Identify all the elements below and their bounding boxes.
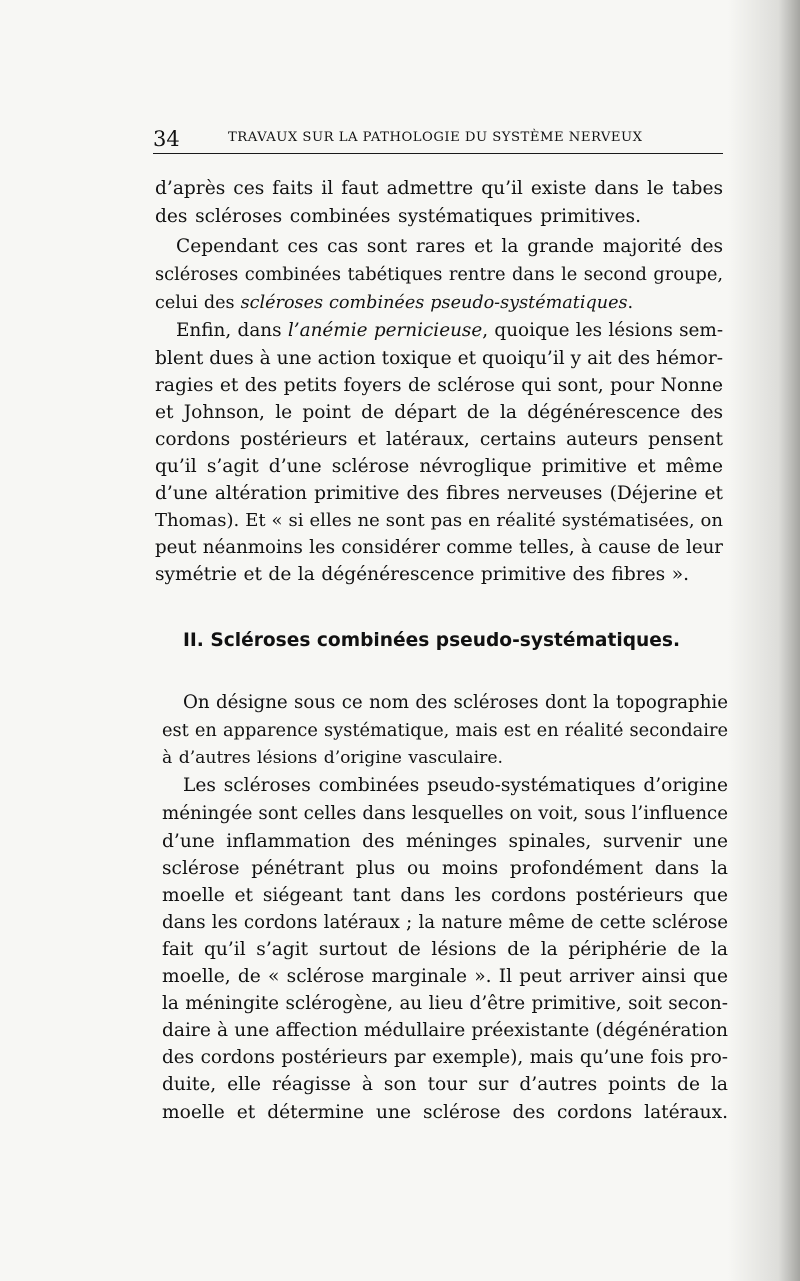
text-line: à d’autres lésions d’origine vasculaire. xyxy=(162,748,503,768)
text-span: . xyxy=(627,293,634,313)
page-number: 34 xyxy=(153,127,180,151)
page-header xyxy=(153,118,723,158)
text-line: qu’il s’agit d’une sclérose névroglique primitive et même xyxy=(155,456,723,477)
text-span: celui des xyxy=(155,293,241,313)
text-line: ragies et des petits foyers de sclérose qui sont, pour Nonne xyxy=(155,375,723,396)
text-line: d’une inflammation des méninges spinales, survenir une xyxy=(162,831,728,852)
section-heading xyxy=(0,630,800,651)
text-line: d’après ces faits il faut admettre qu’il existe dans le tabes xyxy=(155,178,723,199)
text-line: Thomas). Et « si elles ne sont pas en réalité systématisées, on xyxy=(155,510,723,531)
text-line: cordons postérieurs et latéraux, certains auteurs pensent xyxy=(155,429,723,450)
text-line: peut néanmoins les considérer comme telles, à cause de leur xyxy=(155,537,723,558)
text-line: dans les cordons latéraux ; la nature même de cette sclérose xyxy=(162,912,728,933)
text-line: Les scléroses combinées pseudo-systématiques d’origine xyxy=(183,775,728,796)
text-line: fait qu’il s’agit surtout de lésions de la périphérie de la xyxy=(162,939,728,960)
text-line: la méningite sclérogène, au lieu d’être primitive, soit secon- xyxy=(162,993,728,1014)
text-line: méningée sont celles dans lesquelles on voit, sous l’influence xyxy=(162,803,728,824)
text-line xyxy=(155,290,633,316)
text-line: sclérose pénétrant plus ou moins profondément dans la xyxy=(162,858,728,879)
section-heading-text: II. Scléroses combinées pseudo-systématiques. xyxy=(182,630,681,651)
text-line: moelle, de « sclérose marginale ». Il peut arriver ainsi que xyxy=(162,966,728,987)
text-line: duite, elle réagisse à son tour sur d’autres points de la xyxy=(162,1074,728,1095)
header-rule xyxy=(153,153,723,154)
text-line: et Johnson, le point de départ de la dégénérescence des xyxy=(155,402,723,423)
text-line: daire à une affection médullaire préexistante (dégénération xyxy=(162,1020,728,1041)
text-span: Enfin, dans xyxy=(176,320,288,341)
text-line: moelle et détermine une sclérose des cordons latéraux. xyxy=(162,1102,728,1123)
text-line: blent dues à une action toxique et quoiqu’il y ait des hémor- xyxy=(155,348,723,369)
text-line: symétrie et de la dégénérescence primitive des fibres ». xyxy=(155,564,689,585)
text-line: moelle et siégeant tant dans les cordons postérieurs que xyxy=(162,885,728,906)
running-title: TRAVAUX SUR LA PATHOLOGIE DU SYSTÈME NERVEUX xyxy=(228,130,643,145)
italic-term: l’anémie pernicieuse xyxy=(287,320,483,341)
italic-term: scléroses combinées pseudo-systématiques xyxy=(240,293,628,313)
text-line: On désigne sous ce nom des scléroses dont la topographie xyxy=(183,692,728,713)
text-span: , quoique les lésions sem- xyxy=(482,320,724,341)
text-line: est en apparence systématique, mais est en réalité secondaire xyxy=(162,720,728,741)
text-line: des cordons postérieurs par exemple), mais qu’une fois pro- xyxy=(162,1047,728,1068)
text-line: scléroses combinées tabétiques rentre dans le second groupe, xyxy=(155,264,723,285)
text-line: des scléroses combinées systématiques primitives. xyxy=(155,206,641,227)
text-line: Cependant ces cas sont rares et la grande majorité des xyxy=(176,236,723,257)
text-line xyxy=(176,318,723,344)
text-line: d’une altération primitive des fibres nerveuses (Déjerine et xyxy=(155,483,723,504)
